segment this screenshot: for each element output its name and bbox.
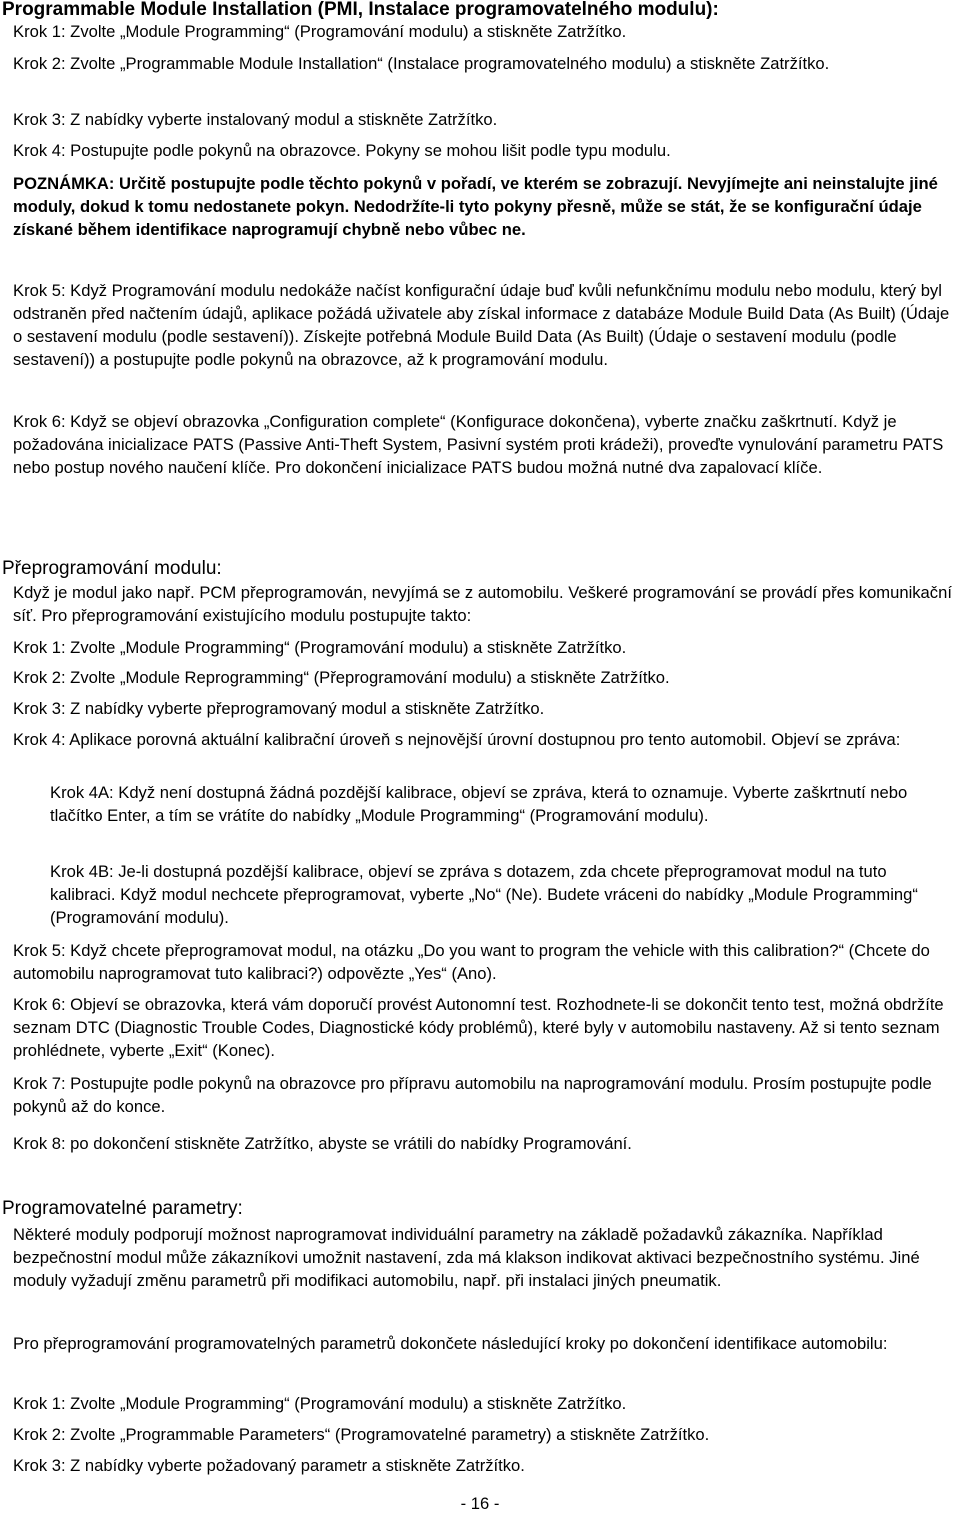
- reprog-step-4: Krok 4: Aplikace porovná aktuální kalibrační úroveň s nejnovější úrovní dostupnou pro tento automobil. Objeví se zpráva:: [13, 730, 901, 749]
- reprog-step-5: Krok 5: Když chcete přeprogramovat modul, na otázku „Do you want to program the vehicle with this calibration?“ (Chcete do automobilu naprogramovat tuto kalibraci?) odpovězte „Yes“ (Ano).: [13, 941, 930, 983]
- pmi-step-1: Krok 1: Zvolte „Module Programming“ (Programování modulu) a stiskněte Zatržítko.: [13, 22, 627, 41]
- reprog-step-8: Krok 8: po dokončení stiskněte Zatržítko, abyste se vrátili do nabídky Programování.: [13, 1134, 632, 1153]
- reprog-step-6: Krok 6: Objeví se obrazovka, která vám doporučí provést Autonomní test. Rozhodnete-li se dokončit tento test, možná obdržíte seznam DTC (Diagnostic Trouble Codes, Diagnostické kódy problémů), které byly v automobilu nastaveny. Až si tento seznam prohlédnete, vyberte „Exit“ (Konec).: [13, 995, 944, 1060]
- reprog-step-7: Krok 7: Postupujte podle pokynů na obrazovce pro přípravu automobilu na naprogramování modulu. Prosím postupujte podle pokynů až do konce.: [13, 1074, 932, 1116]
- pmi-step-5: Krok 5: Když Programování modulu nedokáže načíst konfigurační údaje buď kvůli nefunkčnímu modulu nebo modulu, který byl odstraněn před načtením údajů, aplikace požádá uživatele aby získal informace z databáze Module Build Data (As Built) (Údaje o sestavení modulu (podle sestavení)). Získejte potřebná Module Build Data (As Built) (Údaje o sestavení modulu (podle sestavení)) a postupujte podle pokynů na obrazovce, až k programování modulu.: [13, 281, 950, 369]
- params-heading: Programovatelné parametry:: [2, 1198, 243, 1219]
- reprog-step-2: Krok 2: Zvolte „Module Reprogramming“ (Přeprogramování modulu) a stiskněte Zatržítko.: [13, 668, 670, 687]
- reprog-step-4b: Krok 4B: Je-li dostupná pozdější kalibrace, objeví se zpráva s dotazem, zda chcete přeprogramovat modul na tuto kalibraci. Když modul nechcete přeprogramovat, vyberte „No“ (Ne). Budete vráceni do nabídky „Module Programming“ (Programování modulu).: [50, 862, 918, 927]
- params-step-2: Krok 2: Zvolte „Programmable Parameters“ (Programovatelné parametry) a stiskněte Zatržítko.: [13, 1425, 710, 1444]
- reprog-step-4a: Krok 4A: Když není dostupná žádná pozdější kalibrace, objeví se zpráva, která to oznamuje. Vyberte zaškrtnutí nebo tlačítko Enter, a tím se vrátíte do nabídky „Module Programming“ (Programování modulu).: [50, 783, 908, 825]
- pmi-step-3: Krok 3: Z nabídky vyberte instalovaný modul a stiskněte Zatržítko.: [13, 110, 498, 129]
- params-step-1: Krok 1: Zvolte „Module Programming“ (Programování modulu) a stiskněte Zatržítko.: [13, 1394, 627, 1413]
- reprog-intro: Když je modul jako např. PCM přeprogramován, nevyjímá se z automobilu. Veškeré programování se provádí přes komunikační síť. Pro přeprogramování existujícího modulu postupujte takto:: [13, 583, 952, 625]
- pmi-note: POZNÁMKA: Určitě postupujte podle těchto pokynů v pořadí, ve kterém se zobrazují. Nevyjímejte ani neinstalujte jiné moduly, dokud k tomu nedostanete pokyn. Nedodržíte-li tyto pokyny přesně, může se stát, že se konfigurační údaje získané během identifikace naprogramují chybně nebo vůbec ne.: [13, 174, 938, 239]
- params-paragraph-2: Pro přeprogramování programovatelných parametrů dokončete následující kroky po dokončení identifikace automobilu:: [13, 1334, 888, 1353]
- pmi-step-2: Krok 2: Zvolte „Programmable Module Installation“ (Instalace programovatelného modulu) a stiskněte Zatržítko.: [13, 54, 830, 73]
- params-step-3: Krok 3: Z nabídky vyberte požadovaný parametr a stiskněte Zatržítko.: [13, 1456, 525, 1475]
- pmi-step-6: Krok 6: Když se objeví obrazovka „Configuration complete“ (Konfigurace dokončena), vyberte značku zaškrtnutí. Když je požadována inicializace PATS (Passive Anti-Theft System, Pasivní systém proti krádeži), proveďte vynulování parametru PATS nebo postup nového naučení klíče. Pro dokončení inicializace PATS budou možná nutné dva zapalovací klíče.: [13, 412, 944, 477]
- pmi-heading: Programmable Module Installation (PMI, Instalace programovatelného modulu):: [2, 0, 719, 20]
- reprog-heading: Přeprogramování modulu:: [2, 558, 222, 579]
- pmi-step-4: Krok 4: Postupujte podle pokynů na obrazovce. Pokyny se mohou lišit podle typu modulu.: [13, 141, 671, 160]
- reprog-step-1: Krok 1: Zvolte „Module Programming“ (Programování modulu) a stiskněte Zatržítko.: [13, 638, 627, 657]
- page-number: - 16 -: [460, 1494, 500, 1513]
- params-paragraph-1: Některé moduly podporují možnost naprogramovat individuální parametry na základě požadavků zákazníka. Například bezpečnostní modul může zákazníkovi umožnit nastavení, zda má klakson indikovat aktivaci bezpečnostního systému. Jiné moduly vyžadují změnu parametrů při modifikaci automobilu, např. při instalaci jiných pneumatik.: [13, 1225, 920, 1290]
- reprog-step-3: Krok 3: Z nabídky vyberte přeprogramovaný modul a stiskněte Zatržítko.: [13, 699, 545, 718]
